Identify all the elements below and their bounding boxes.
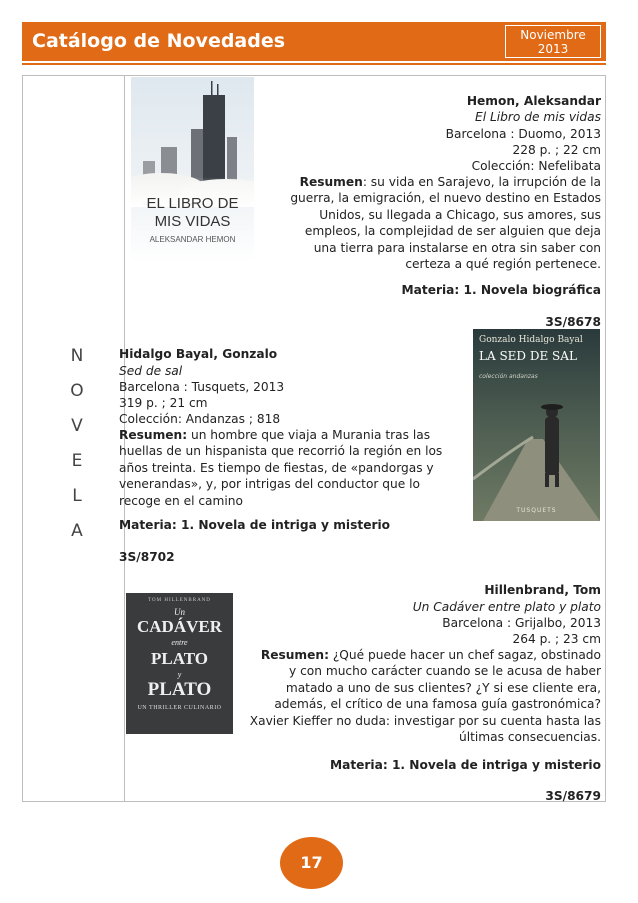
summary-label: Resumen: [119, 428, 188, 442]
entry-code: 3S/8679 [545, 789, 601, 803]
entry-subject: Materia: 1. Novela de intriga y misterio [119, 518, 391, 532]
entry-publisher: Barcelona : Tusquets, 2013 [119, 380, 285, 394]
entry-code: 3S/8702 [119, 550, 175, 564]
cover-publisher: TUSQUETS [516, 507, 557, 514]
book-cover-hemon [131, 77, 254, 263]
cover-word: PLATO [147, 679, 212, 700]
summary-line: recoge en el camino [119, 493, 243, 508]
cover-word: CADÁVER [137, 617, 222, 636]
cover-word: Un [174, 607, 185, 617]
book-cover-hidalgo [473, 329, 600, 521]
summary-line: empleos, la complejidad de ser alguien que deja [304, 224, 601, 239]
entry-summary [271, 174, 601, 272]
section-letter: L [72, 486, 82, 506]
section-letter: A [71, 521, 83, 541]
entry-author: Hidalgo Bayal, Gonzalo [119, 347, 278, 361]
road-illustration [473, 329, 600, 521]
entry-summary [119, 427, 469, 509]
entry-author: Hemon, Aleksandar [466, 94, 601, 108]
entry-subject: Materia: 1. Novela de intriga y misterio [329, 758, 601, 772]
entry-collection: Colección: Nefelibata [471, 159, 601, 173]
summary-line: años treinta. Es tiempo de fiestas, de «pandorgas y [119, 460, 434, 475]
summary-line: últimas consecuencias. [459, 730, 601, 745]
entry-summary [226, 647, 601, 745]
page-number: 17 [280, 837, 343, 889]
date-month: Noviembre [520, 28, 586, 42]
section-letter: N [70, 346, 84, 366]
cover-title: LA SED DE SAL [479, 349, 577, 363]
cover-tagline: UN THRILLER CULINARIO [137, 705, 222, 711]
summary-line: Resumen: su vida en Sarajevo, la irrupción de la [299, 175, 601, 189]
date-year: 2013 [537, 42, 569, 56]
entry-pages: 319 p. ; 21 cm [119, 396, 208, 410]
summary-line: Resumen: un hombre que viaja a Murania tras las [119, 428, 431, 442]
entry-subject: Materia: 1. Novela biográfica [401, 283, 601, 297]
summary-line: matado a uno de sus clientes? ¿Y si ese cliente era, [285, 680, 601, 695]
summary-line: Resumen: ¿Qué puede hacer un chef sagaz, obstinado [260, 648, 601, 662]
entry-publisher: Barcelona : Grijalbo, 2013 [442, 616, 601, 630]
entry-title: Sed de sal [119, 364, 183, 378]
entry-pages: 228 p. ; 22 cm [512, 143, 601, 157]
cover-title-line-1: EL LIBRO DE [146, 195, 239, 212]
section-label-novela [62, 339, 92, 549]
section-letter: V [71, 416, 83, 436]
summary-line: huellas de un hispanista que recorrió la región en los [119, 444, 443, 459]
cover-word: entre [171, 638, 188, 647]
entry-pages: 264 p. ; 23 cm [512, 632, 601, 646]
summary-line: una tierra para instalarse en otra sin saber con [313, 240, 601, 255]
summary-line: venerandas», y, por intrigas del conductor que lo [119, 477, 420, 492]
book-cover-hillenbrand [126, 593, 233, 734]
cover-author: ALEKSANDAR HEMON [149, 235, 236, 244]
summary-line: certeza a qué región pertenece. [405, 257, 601, 272]
entry-collection: Colección: Andanzas ; 818 [119, 412, 281, 426]
cover-word: PLATO [151, 649, 208, 668]
summary-label: Resumen: [260, 648, 329, 662]
cover-word: y [177, 670, 182, 679]
section-letter: O [70, 381, 84, 401]
entry-publisher: Barcelona : Duomo, 2013 [445, 127, 601, 141]
entry-author: Hillenbrand, Tom [484, 583, 601, 597]
page-header [22, 22, 606, 61]
cover-author: TOM HILLENBRAND [148, 598, 211, 603]
summary-line: Xavier Kieffer no duda: investigar por su cuenta hasta las [249, 713, 601, 728]
summary-label: Resumen [299, 175, 363, 189]
catalog-title: Catálogo de Novedades [32, 30, 286, 52]
summary-line: y con mucho carácter cuando se le acusa de haber [288, 664, 601, 679]
header-underline [22, 63, 606, 65]
cover-author: Gonzalo Hidalgo Bayal [479, 335, 583, 345]
summary-line: además, el crítico de una famosa guía gastronómica? [274, 697, 601, 712]
entry-title: El Libro de mis vidas [475, 110, 601, 124]
summary-line: Unidos, su llegada a Chicago, sus amores, sus [319, 207, 601, 222]
entry-title: Un Cadáver entre plato y plato [412, 600, 601, 614]
section-letter: E [71, 451, 83, 471]
summary-line: guerra, la emigración, el nuevo destino en Estados [290, 191, 601, 206]
entry-code: 3S/8678 [545, 315, 601, 329]
cover-title-line-2: MIS VIDAS [154, 213, 231, 230]
date-badge [505, 25, 601, 58]
cover-series: colección andanzas [479, 373, 538, 380]
